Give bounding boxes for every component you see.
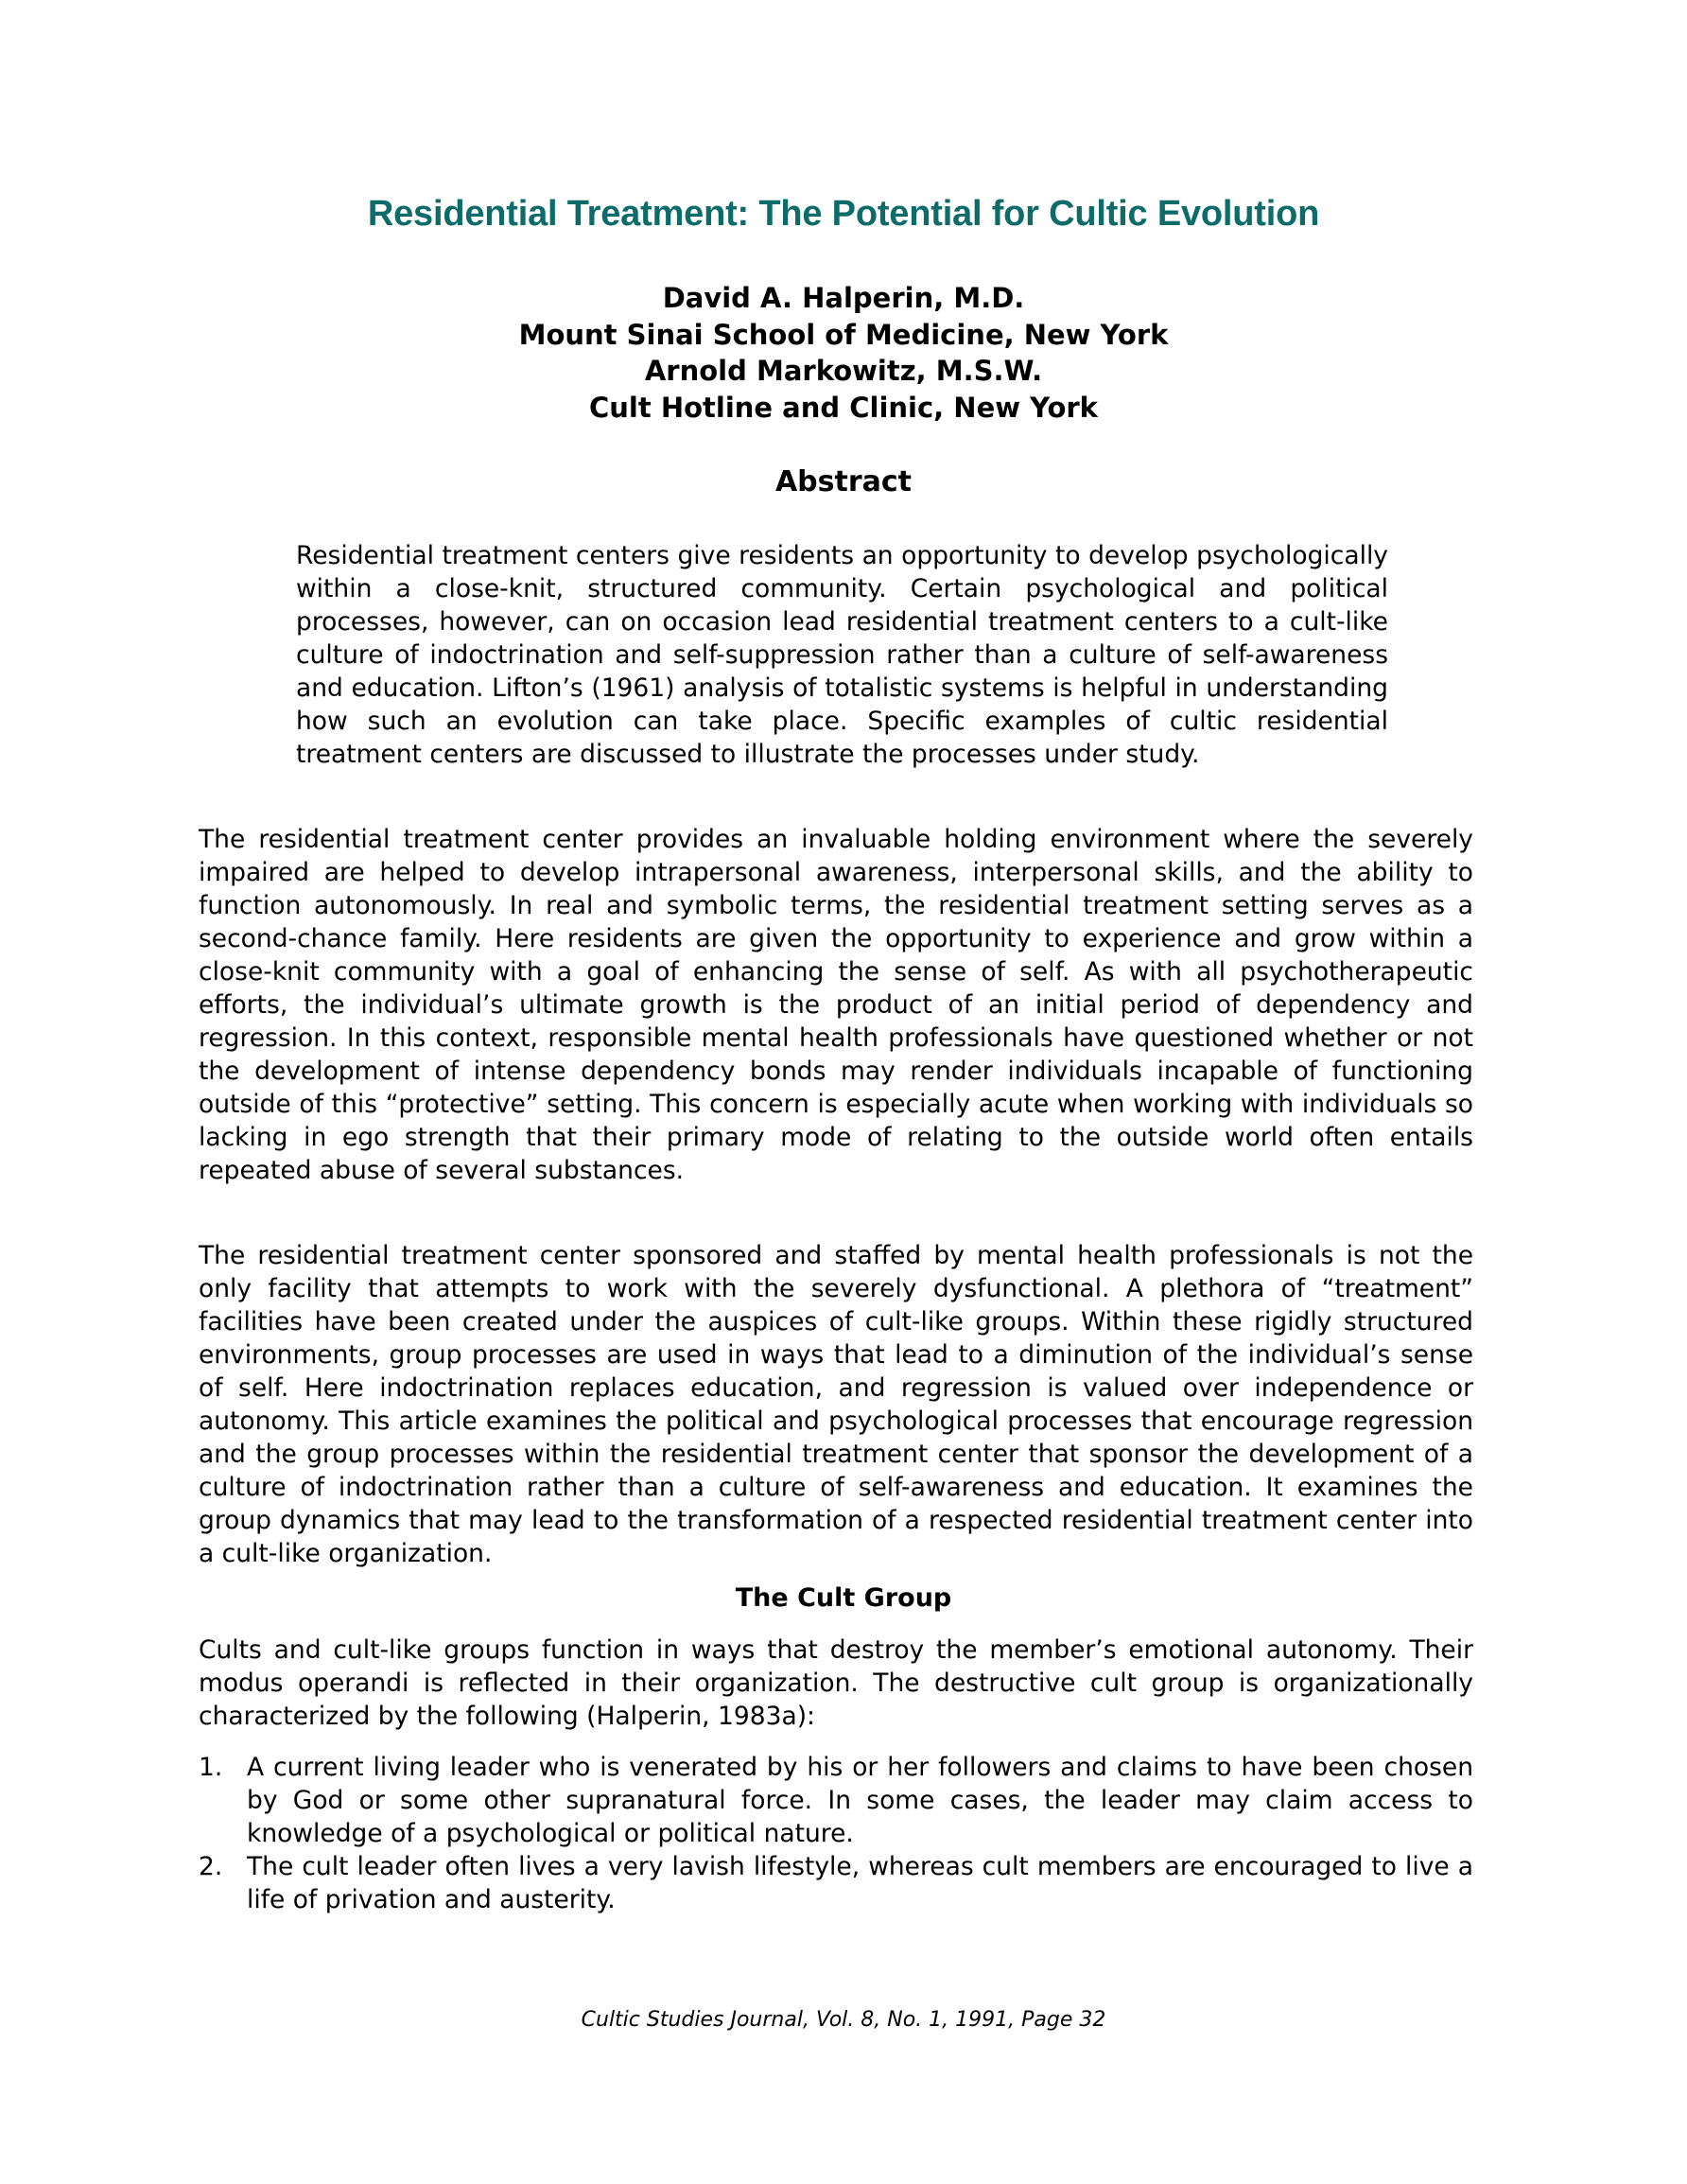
author-affiliation: Cult Hotline and Clinic, New York [589, 391, 1098, 424]
list-number: 1. [199, 1753, 223, 1782]
list-item [199, 1751, 1473, 1850]
list-number: 2. [199, 1852, 223, 1881]
page-footer: Cultic Studies Journal, Vol. 8, No. 1, 1991, Page 32 [581, 2008, 1106, 2032]
list-item-text: A current living leader who is venerated by his or her followers and claims to have been chosen by God or some other supranatural force. In some cases, the leader may claim access to knowledge of a psychological or political nature. [247, 1753, 1473, 1848]
article-title: Residential Treatment: The Potential for Cultic Evolution [367, 194, 1320, 234]
list-item-text: The cult leader often lives a very lavish lifestyle, whereas cult members are encouraged to live a life of privation and austerity. [247, 1852, 1473, 1914]
author-name: Arnold Markowitz, M.S.W. [644, 355, 1043, 387]
section-heading: The Cult Group [735, 1583, 952, 1613]
list-item [199, 1850, 1473, 1916]
abstract-text: Residential treatment centers give residents an opportunity to develop psychologically within a close-knit, structured community. Certain psychological and political processes, however, can on occasion lead residential treatment centers to a cult-like culture of indoctrination and self-suppression rather than a culture of self-awareness and education. Lifton’s (1961) analysis of totalistic systems is helpful in understanding how such an evolution can take place. Specific examples of cultic residential treatment centers are discussed to illustrate the processes under study. [296, 541, 1388, 769]
body-paragraph: Cults and cult-like groups function in ways that destroy the member’s emotional autonomy. Their modus operandi is reflected in their organization. The destructive cult group is organizationally characterized by the following (Halperin, 1983a): [199, 1635, 1473, 1731]
numbered-list [199, 1751, 1473, 1916]
body-paragraph: The residential treatment center provides an invaluable holding environment where the severely impaired are helped to develop intrapersonal awareness, interpersonal skills, and the ability to function autonomously. In real and symbolic terms, the residential treatment setting serves as a second-chance family. Here residents are given the opportunity to experience and grow within a close-knit community with a goal of enhancing the sense of self. As with all psychotherapeutic efforts, the individual’s ultimate growth is the product of an initial period of dependency and regression. In this context, responsible mental health professionals have questioned whether or not the development of intense dependency bonds may render individuals incapable of functioning outside of this “protective” setting. This concern is especially acute when working with individuals so lacking in ego strength that their primary mode of relating to the outside world often entails repeated abuse of several substances. [199, 825, 1473, 1185]
author-name: David A. Halperin, M.D. [662, 282, 1025, 314]
author-block [0, 280, 1687, 426]
body-paragraph: The residential treatment center sponsored and staffed by mental health professionals is not the only facility that attempts to work with the severely dysfunctional. A plethora of “treatment” facilities have been created under the auspices of cult-like groups. Within these rigidly structured environments, group processes are used in ways that lead to a diminution of the individual’s sense of self. Here indoctrination replaces education, and regression is valued over independence or autonomy. This article examines the political and psychological processes that encourage regression and the group processes within the residential treatment center that sponsor the development of a culture of indoctrination rather than a culture of self-awareness and education. It examines the group dynamics that may lead to the transformation of a respected residential treatment center into a cult-like organization. [199, 1241, 1473, 1568]
abstract-heading: Abstract [774, 465, 913, 498]
author-affiliation: Mount Sinai School of Medicine, New York [518, 318, 1169, 351]
